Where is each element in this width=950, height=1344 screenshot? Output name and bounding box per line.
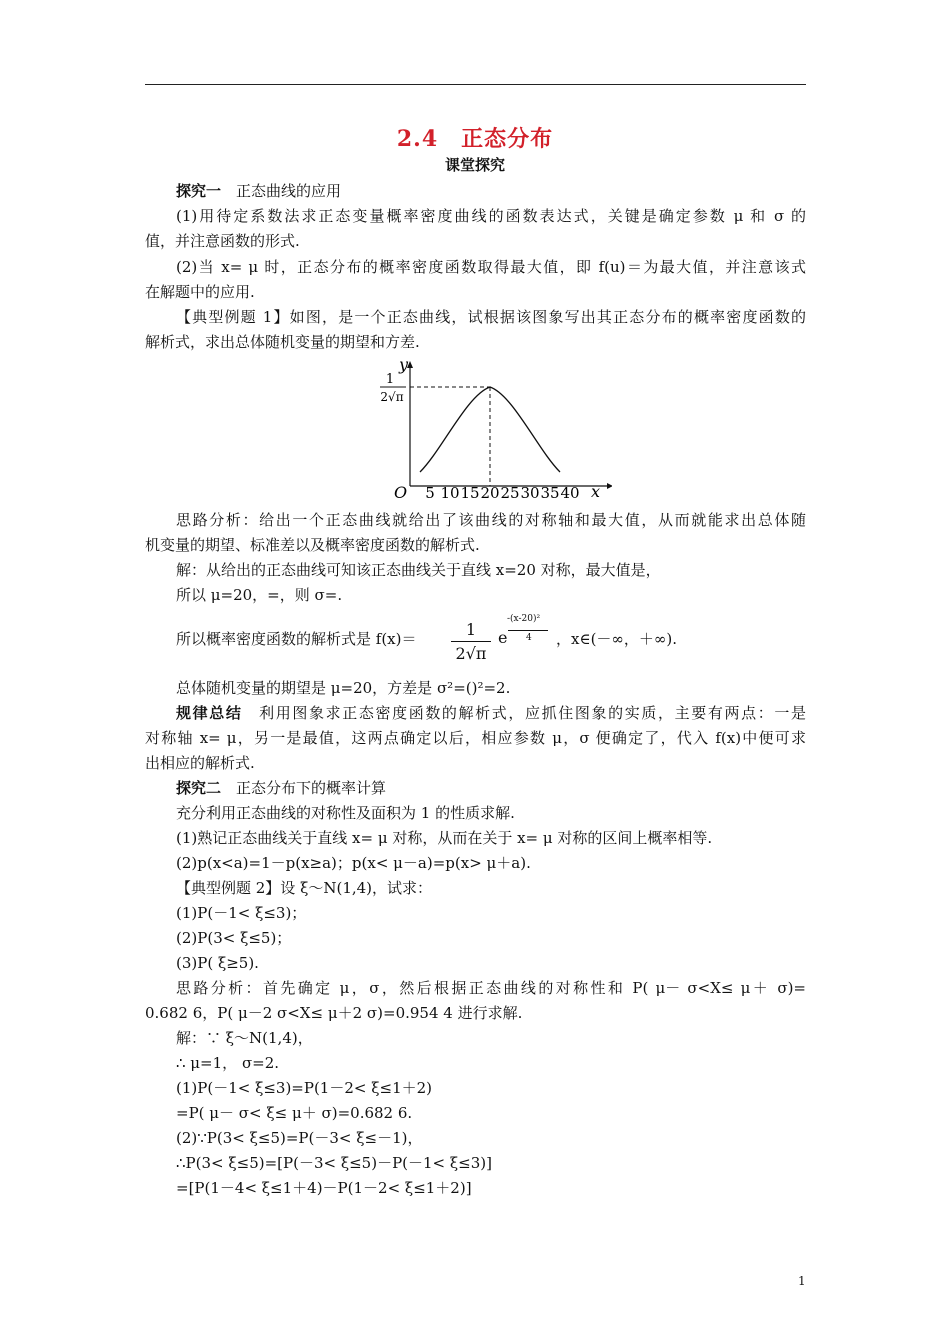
question: (2)P(3< ξ≤5)； <box>176 929 292 947</box>
tick-label: 20 <box>480 484 500 502</box>
analysis-cont: 0.682 6，P( μ－2 σ<X≤ μ＋2 σ)=0.954 4 进行求解. <box>145 1004 523 1022</box>
paragraph: (2)当 x= μ 时，正态分布的概率密度函数取得最大值，即 f(u)＝为最大值，并注意该式 <box>176 258 806 276</box>
tick-label: 5 <box>425 484 435 502</box>
section-title: 2.4 正态分布 <box>396 126 554 152</box>
peak-den: 2√π <box>380 390 404 404</box>
exp-bar <box>508 630 548 631</box>
solution-line: (2)∵P(3< ξ≤5)=P(－3< ξ≤－1)， <box>176 1129 423 1147</box>
x-label: x <box>591 482 601 501</box>
explore-one-heading: 探究一 正态曲线的应用 <box>176 182 342 200</box>
paragraph: 在解题中的应用. <box>145 283 255 301</box>
exp-denominator: 4 <box>526 633 532 643</box>
peak-num: 1 <box>385 372 395 387</box>
exp-numerator: -(x-20)² <box>507 614 541 624</box>
domain-text: ，x∈(－∞，＋∞). <box>556 630 678 648</box>
example-one-cont: 解析式，求出总体随机变量的期望和方差. <box>145 333 420 351</box>
analysis: 思路分析：首先确定 μ，σ，然后根据正态曲线的对称性和 P( μ－ σ<X≤ μ＋ σ)= <box>176 979 806 997</box>
paragraph: 值，并注意函数的形式. <box>145 232 300 250</box>
tick-label: 30 <box>520 484 540 502</box>
exp-base: e <box>498 628 508 647</box>
solution-line: =P( μ－ σ< ξ≤ μ＋ σ)=0.682 6. <box>176 1104 413 1122</box>
solution-line: =[P(1－4< ξ≤1＋4)－P(1－2< ξ≤1＋2)] <box>176 1179 472 1197</box>
solution-line: 总体随机变量的期望是 μ=20，方差是 σ²=()²=2. <box>176 679 511 697</box>
solution-formula-intro: 所以概率密度函数的解析式是 f(x)＝ <box>176 630 417 648</box>
solution-line: 解：∵ ξ～N(1,4)， <box>176 1029 313 1047</box>
analysis-cont: 机变量的期望、标准差以及概率密度函数的解析式. <box>145 536 480 554</box>
normal-curve-figure <box>372 355 612 505</box>
origin-label: O <box>394 483 408 502</box>
question: (1)P(－1< ξ≤3)； <box>176 904 307 922</box>
example-two: 【典型例题 2】设 ξ～N(1,4)，试求： <box>176 879 433 897</box>
solution-line: (1)P(－1< ξ≤3)=P(1－2< ξ≤1＋2) <box>176 1079 433 1097</box>
header-rule <box>145 84 806 85</box>
solution-line: ∴P(3< ξ≤5)=[P(－3< ξ≤5)－P(－1< ξ≤3)] <box>176 1154 492 1172</box>
summary-cont: 出相应的解析式. <box>145 754 255 772</box>
tick-label: 10 <box>440 484 460 502</box>
paragraph: (2)p(x<a)=1－p(x≥a)；p(x< μ－a)=p(x> μ＋a). <box>176 854 531 872</box>
section-subtitle: 课堂探究 <box>444 156 505 174</box>
x-axis-arrow <box>607 483 612 489</box>
solution-line: 解：从给出的正态曲线可知该正态曲线关于直线 x=20 对称，最大值是， <box>176 561 661 579</box>
tick-label: 15 <box>460 484 480 502</box>
example-one: 【典型例题 1】如图，是一个正态曲线，试根据该图象写出其正态分布的概率密度函数的 <box>176 308 806 326</box>
paragraph: 充分利用正态曲线的对称性及面积为 1 的性质求解. <box>176 804 515 822</box>
paragraph: (1)熟记正态曲线关于直线 x= μ 对称，从而在关于 x= μ 对称的区间上概率相等. <box>176 829 713 847</box>
explore-two-heading: 探究二 正态分布下的概率计算 <box>176 779 387 797</box>
analysis: 思路分析：给出一个正态曲线就给出了该曲线的对称轴和最大值，从而就能求出总体随 <box>176 511 806 529</box>
page-number: 1 <box>798 1274 806 1288</box>
solution-line: ∴ μ=1， σ=2. <box>176 1054 280 1072</box>
tick-label: 25 <box>500 484 520 502</box>
tick-label: 40 <box>560 484 580 502</box>
summary-cont: 对称轴 x= μ，另一是最值，这两点确定以后，相应参数 μ，σ 便确定了，代入 f(x)中便可求 <box>145 729 806 747</box>
paragraph: (1)用待定系数法求正态变量概率密度曲线的函数表达式，关键是确定参数 μ 和 σ 的 <box>176 207 806 225</box>
y-label: y <box>399 355 409 374</box>
density-fraction: 1 2√π <box>446 620 496 663</box>
summary: 规律总结 利用图象求正态密度函数的解析式，应抓住图象的实质，主要有两点：一是 <box>176 704 806 722</box>
tick-label: 35 <box>540 484 560 502</box>
question: (3)P( ξ≥5). <box>176 954 259 972</box>
solution-line: 所以 μ=20，=，则 σ=. <box>176 586 343 604</box>
